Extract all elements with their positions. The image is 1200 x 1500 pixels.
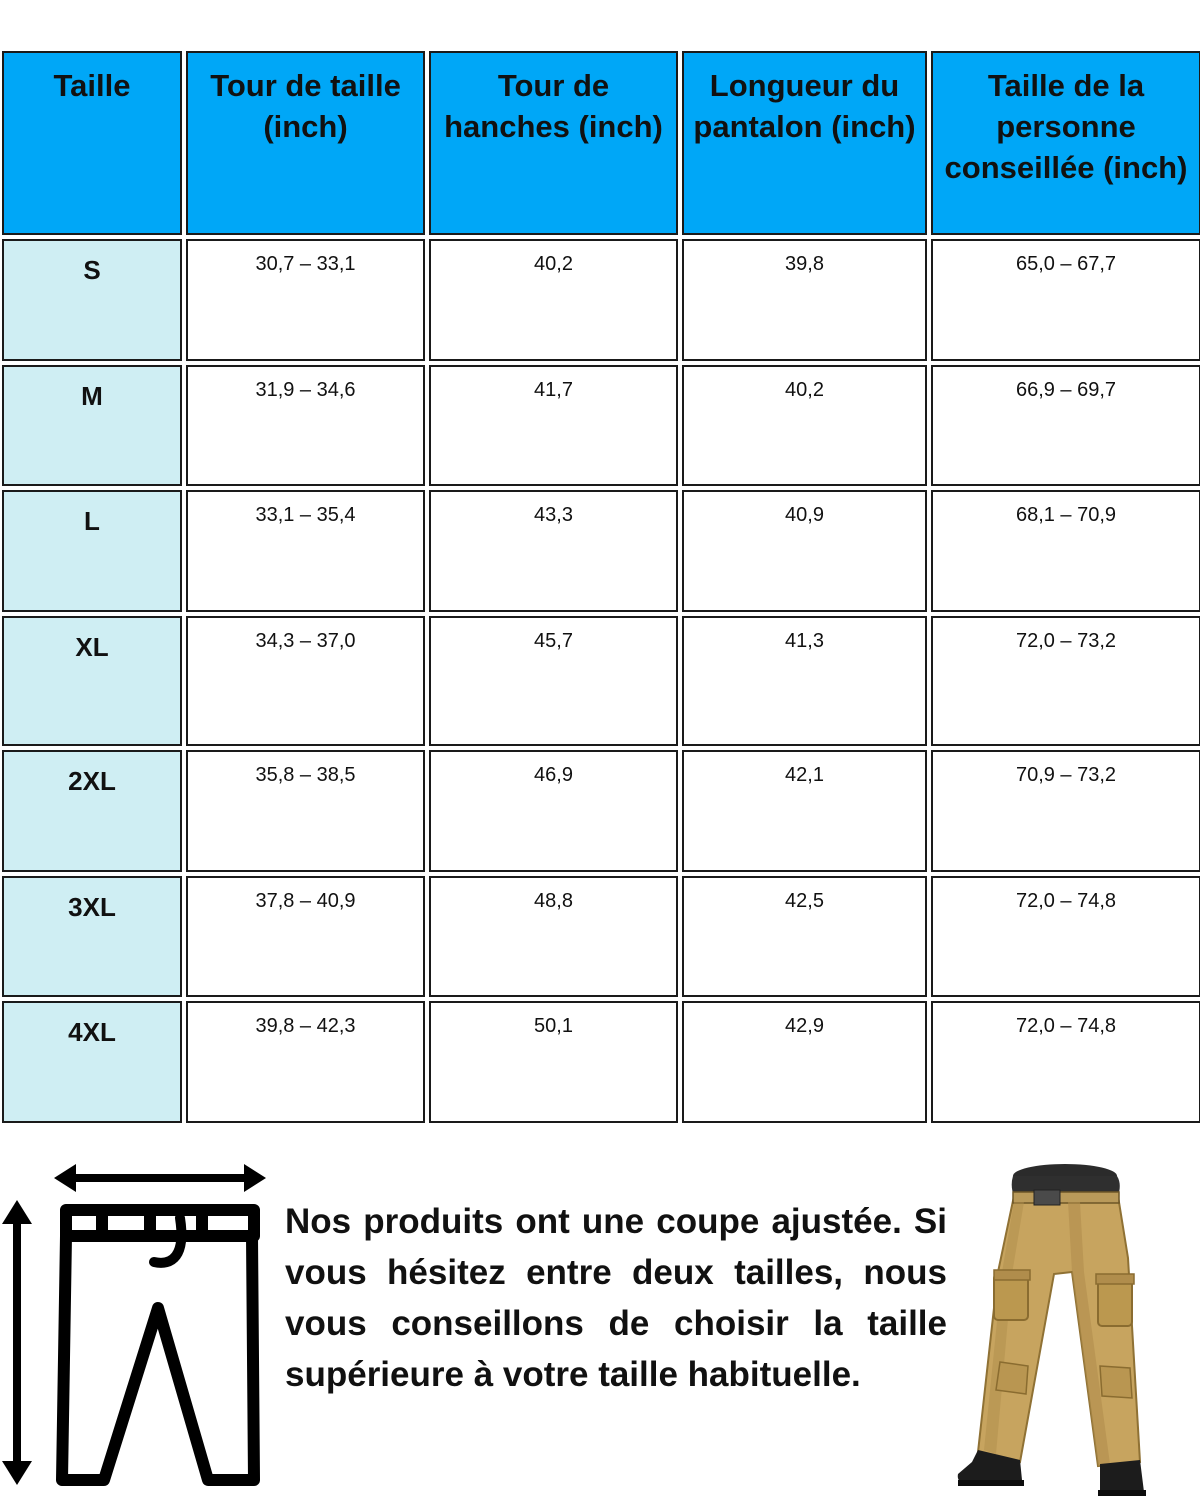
- size-cell: 2XL: [2, 750, 182, 872]
- height-cell: 72,0 – 74,8: [931, 876, 1200, 998]
- length-cell: 42,5: [682, 876, 927, 998]
- table-row: [2, 365, 1200, 487]
- size-cell: 3XL: [2, 876, 182, 998]
- length-cell: 42,9: [682, 1001, 927, 1123]
- waist-cell: 31,9 – 34,6: [186, 365, 425, 487]
- vertical-double-arrow-icon: [0, 1200, 34, 1485]
- height-cell: 72,0 – 73,2: [931, 616, 1200, 746]
- size-chart-table: [0, 47, 1200, 1127]
- header-length: Longueur du pantalon (inch): [682, 51, 927, 235]
- size-cell: XL: [2, 616, 182, 746]
- height-cell: 68,1 – 70,9: [931, 490, 1200, 612]
- fit-info-section: [0, 1140, 1200, 1500]
- cargo-pants-product-image: [950, 1162, 1160, 1500]
- height-cell: 70,9 – 73,2: [931, 750, 1200, 872]
- height-cell: 66,9 – 69,7: [931, 365, 1200, 487]
- hips-cell: 48,8: [429, 876, 678, 998]
- waist-cell: 37,8 – 40,9: [186, 876, 425, 998]
- header-hips: Tour de hanches (inch): [429, 51, 678, 235]
- length-cell: 41,3: [682, 616, 927, 746]
- table-row: [2, 750, 1200, 872]
- header-size: Taille: [2, 51, 182, 235]
- height-cell: 72,0 – 74,8: [931, 1001, 1200, 1123]
- table-row: [2, 239, 1200, 361]
- hips-cell: 45,7: [429, 616, 678, 746]
- size-cell: M: [2, 365, 182, 487]
- waist-cell: 39,8 – 42,3: [186, 1001, 425, 1123]
- fit-advice-text: Nos produits ont une coupe ajustée. Si vous hésitez entre deux tailles, nous vous conseillons de choisir la taille supérieure à votre taille habituelle.: [285, 1202, 947, 1394]
- hips-cell: 41,7: [429, 365, 678, 487]
- header-person-height: Taille de la personne conseillée (inch): [931, 51, 1200, 235]
- pants-outline-icon: [54, 1158, 266, 1486]
- size-cell: 4XL: [2, 1001, 182, 1123]
- length-cell: 40,2: [682, 365, 927, 487]
- horizontal-double-arrow-icon: [54, 1164, 266, 1192]
- size-cell: S: [2, 239, 182, 361]
- table-row: [2, 1001, 1200, 1123]
- waist-cell: 33,1 – 35,4: [186, 490, 425, 612]
- header-waist: Tour de taille (inch): [186, 51, 425, 235]
- length-cell: 39,8: [682, 239, 927, 361]
- table-header-row: [2, 51, 1200, 235]
- waist-cell: 35,8 – 38,5: [186, 750, 425, 872]
- length-cell: 42,1: [682, 750, 927, 872]
- hips-cell: 46,9: [429, 750, 678, 872]
- table-row: [2, 616, 1200, 746]
- size-cell: L: [2, 490, 182, 612]
- table-row: [2, 876, 1200, 998]
- hips-cell: 50,1: [429, 1001, 678, 1123]
- waist-cell: 30,7 – 33,1: [186, 239, 425, 361]
- length-cell: 40,9: [682, 490, 927, 612]
- hips-cell: 40,2: [429, 239, 678, 361]
- height-cell: 65,0 – 67,7: [931, 239, 1200, 361]
- hips-cell: 43,3: [429, 490, 678, 612]
- table-row: [2, 490, 1200, 612]
- waist-cell: 34,3 – 37,0: [186, 616, 425, 746]
